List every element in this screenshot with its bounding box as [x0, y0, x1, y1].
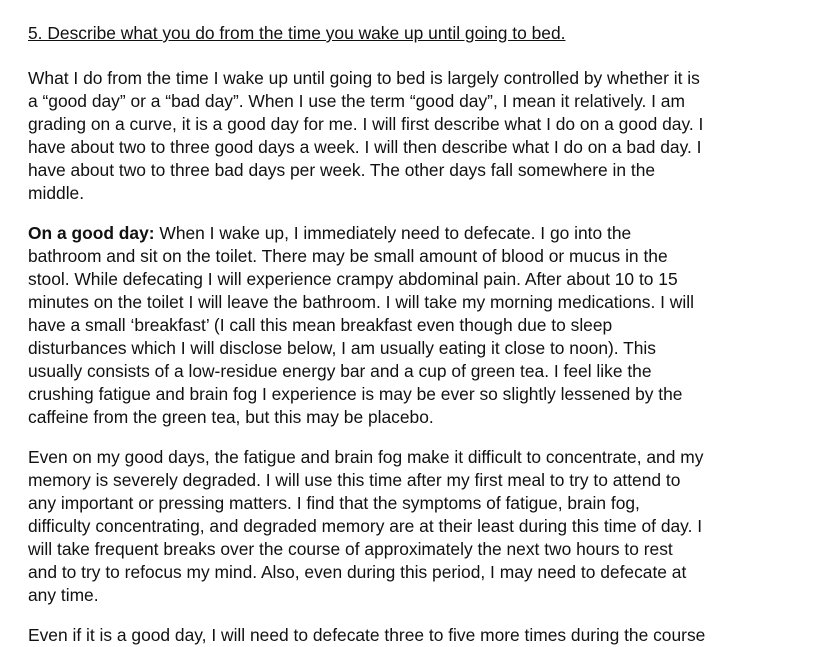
paragraph-line: bathroom and sit on the toilet. There may be small amount of blood or mucus in the — [28, 246, 668, 266]
paragraph-line: Even on my good days, the fatigue and brain fog make it difficult to concentrate, and my — [28, 447, 704, 467]
paragraph-good-day-continued — [28, 446, 803, 607]
paragraph-line: grading on a curve, it is a good day for me. I will first describe what I do on a good day. I — [28, 114, 704, 134]
good-day-label: On a good day: — [28, 223, 155, 243]
paragraph-line: caffeine from the green tea, but this may be placebo. — [28, 407, 434, 427]
paragraph-line: will take frequent breaks over the course of approximately the next two hours to rest — [28, 539, 673, 559]
paragraph-line: any time. — [28, 585, 99, 605]
question-heading: 5. Describe what you do from the time you wake up until going to bed. — [28, 23, 566, 43]
paragraph-line: a “good day” or a “bad day”. When I use the term “good day”, I mean it relatively. I am — [28, 91, 685, 111]
paragraph-line: have about two to three bad days per week. The other days fall somewhere in the — [28, 160, 656, 180]
paragraph-line: difficulty concentrating, and degraded memory are at their least during this time of day. I — [28, 516, 703, 536]
paragraph-line: crushing fatigue and brain fog I experience is may be ever so slightly lessened by the — [28, 384, 683, 404]
paragraph-line: disturbances which I will disclose below, I am usually eating it close to noon). This — [28, 338, 656, 358]
paragraph-line: Even if it is a good day, I will need to defecate three to five more times during the course — [28, 625, 706, 645]
paragraph-line: have a small ‘breakfast’ (I call this mean breakfast even though due to sleep — [28, 315, 613, 335]
paragraph-defecation-frequency — [28, 624, 803, 647]
paragraph-line: middle. — [28, 183, 85, 203]
paragraph-first-line — [28, 222, 803, 245]
paragraph-line: stool. While defecating I will experience crampy abdominal pain. After about 10 to 15 — [28, 269, 678, 289]
paragraph-line: usually consists of a low-residue energy bar and a cup of green tea. I feel like the — [28, 361, 652, 381]
paragraph-intro — [28, 67, 803, 205]
paragraph-line: minutes on the toilet I will leave the bathroom. I will take my morning medications. I will — [28, 292, 694, 312]
paragraph-good-day — [28, 222, 803, 429]
paragraph-line: and to try to refocus my mind. Also, even during this period, I may need to defecate at — [28, 562, 687, 582]
paragraph-line: have about two to three good days a week. I will then describe what I do on a bad day. I — [28, 137, 702, 157]
paragraph-line-text: When I wake up, I immediately need to defecate. I go into the — [154, 223, 632, 243]
paragraph-line: memory is severely degraded. I will use this time after my first meal to try to attend to — [28, 470, 681, 490]
paragraph-line: any important or pressing matters. I find that the symptoms of fatigue, brain fog, — [28, 493, 640, 513]
paragraph-line: What I do from the time I wake up until going to bed is largely controlled by whether it is — [28, 68, 700, 88]
